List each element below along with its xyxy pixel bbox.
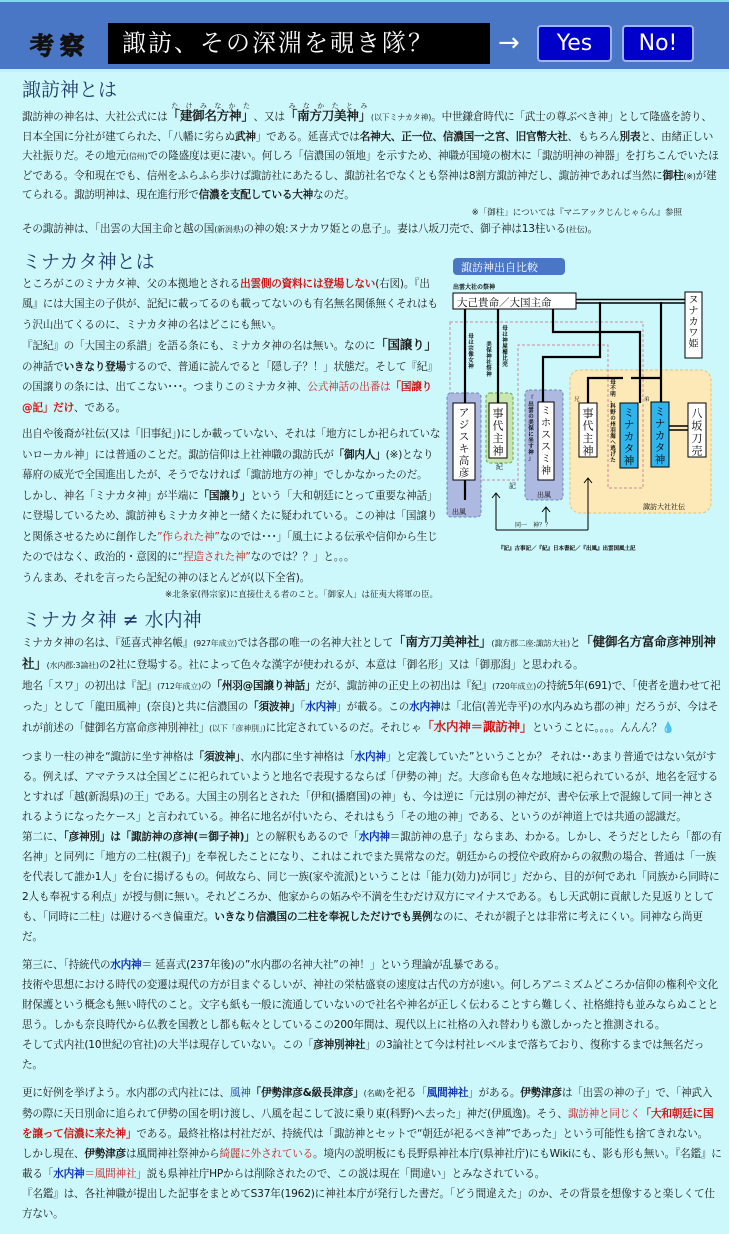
younger-label: 弟 <box>644 396 650 403</box>
emphasis-text: (名蔵) <box>363 1089 386 1099</box>
emphasis-text: (927年成立) <box>193 639 238 649</box>
emphasis-text: 武神 <box>234 130 256 143</box>
paragraph <box>22 220 722 240</box>
text-run: 出自や後裔が社伝(又は「旧事紀」)にしか載っていない、それは「地方にしか祀られていないローカル神」には普通のことだ。諏訪信仰は上社神職の諏訪氏が <box>22 428 441 461</box>
emphasis-text: 「大和朝廷に国を譲って信濃に来た神」 <box>22 1108 714 1141</box>
emphasis-text: 風間神社 <box>426 1087 469 1100</box>
emphasis-text: 彦神別神社 <box>313 1039 366 1052</box>
text-run: は「北信(善光寺平)の水内みぬち郡の神」だろうが、今はそれが前述の「健御名方富命彦神別神社」 <box>22 701 719 735</box>
text-run: ＝諏訪神の息子」ならまあ、わかる。しかし、そうだとしたら「都の有名神」と同列に「地方の二柱(親子)」を奉祝したことになり、これはこれでまた異常なのだ。朝廷からの授位や政府からの叙勲の場合、普通は「一族を代表して誰か1人」を台に揚げるもの。何故なら、同じ一族(家や流派)ということは「能力(効力)が同じ」だから、目的が何であれ「同族から同時に2人も奉祝する利点」が授与側に無い。それどころか、他家からの妬みや不満を生むだけ双方にマイナスである。もし天武朝に貢献した見返りとしても、「同時に二柱」は避けるべき偏重だ。 <box>22 831 722 924</box>
text-run: (右図)。『出風』には大国主の子供が、記紀に載ってるのも載ってないのも有名無名関係無くそれはもう沢山出てくるのに、ミナカタ神の名はどこにも無い。 <box>22 277 438 331</box>
paragraph <box>22 568 442 589</box>
text-run: するので、普通に読んでると「隠し子？！」状態だ。そして『紀』の国譲りの条には、出てこない･･･。つまりこのミナカタ神、 <box>22 360 438 394</box>
emphasis-text: 「国譲り」 <box>198 489 251 502</box>
text-run: 『名鑑』は、各社神職が提出した記事をまとめてS37年(1962)に神社本庁が発行した書だ。「どう間違えた」のか、その背景を想像すると楽しくて仕方ない。 <box>22 1188 715 1221</box>
text-run: しかし、神名「ミナカタ神」が半端に <box>22 489 199 502</box>
section-title: ミナカタ神 ≠ 水内神 <box>22 609 202 632</box>
emphasis-text: (社伝) <box>565 224 588 234</box>
text-run: 「 <box>300 701 306 714</box>
emphasis-text: 出雲側の資料には登場しない <box>240 277 376 290</box>
text-run: 地名「スワ」の初出は『記』 <box>22 680 158 693</box>
kotoshiro-ki-name: 事代主神 <box>492 406 504 458</box>
emphasis-text: 「伊勢津彦&級長津彦」 <box>250 1087 364 1100</box>
emphasis-text: ＝風間神社 <box>84 1168 137 1181</box>
footnote: ※「御柱」については『マニアックじんじゃらん』参照 <box>471 207 682 218</box>
text-run: 」がある。 <box>468 1087 521 1100</box>
paragraph <box>22 1035 722 1075</box>
text-run: 諏訪神の神名は、大社公式には <box>22 111 168 123</box>
lineage-diagram <box>443 250 727 560</box>
emphasis-text: (信州) <box>125 152 148 162</box>
sweat-drop-icon: 💧 <box>661 722 675 735</box>
diagram-title: 諏訪神出自比較 <box>461 260 538 274</box>
paragraph <box>22 975 722 1035</box>
text-run: ミナカタ神の名は、『延喜式神名帳』 <box>22 637 194 650</box>
text-run: は「出雲の神の子」で、「神武入勢の際に天日別命に追られて伊勢の国を明け渡し、八風を起こして波に乗り東(科野)へ去った」神だ(伊風逸)。そう、 <box>22 1087 713 1121</box>
text-run: だが、諏訪神の正史上の初出は『紀』 <box>315 680 493 693</box>
paragraph <box>22 632 722 676</box>
emphasis-text: ”作られた神” <box>157 530 220 543</box>
emphasis-text: 「彦神別」は「諏訪神の彦神(＝御子神)」 <box>63 831 255 844</box>
paragraph <box>22 747 722 827</box>
paragraph <box>22 102 722 206</box>
emphasis-text: いきなり信濃国の二柱を奉祝しただけでも異例 <box>214 911 433 924</box>
section-minakata <box>22 250 442 603</box>
text-run: しかし現在、 <box>22 1148 85 1161</box>
emphasis-text: 別表 <box>619 130 641 143</box>
emphasis-text: 「州羽@国譲り神話」 <box>211 680 316 693</box>
text-run: なのに、それが親子とは非常に考えにくい。同神なら尚更だ。 <box>22 911 703 944</box>
label-shaden: 諏訪大社社伝 <box>643 502 685 511</box>
emphasis-text: 「須波神」 <box>248 701 301 714</box>
arrow-right-icon: → <box>498 28 520 58</box>
emphasis-text: 水内神 <box>53 1168 85 1181</box>
text-run: という「大和朝廷にとって重要な神話」に登場しているため、諏訪神もミナカタ神と一緒くたに疑われている。この神は「国譲りと関係させるために創作した <box>22 489 438 543</box>
text-run: の神話で <box>22 360 64 373</box>
text-run: つまり一柱の神を“諏訪に坐す神格は <box>22 751 194 764</box>
text-run: なのでは？？」と。。。 <box>250 551 355 564</box>
elder-label: 兄 <box>574 396 580 403</box>
ruby-reading: みなかたとみ <box>284 102 371 110</box>
text-run: 、もちろん <box>567 130 620 143</box>
emphasis-text: 水内神 <box>358 831 390 844</box>
article <box>0 72 729 1234</box>
label-fudoki-1: 出風 <box>452 507 466 516</box>
section-label: 考察 <box>30 31 90 60</box>
no-button[interactable]: No! <box>622 25 694 62</box>
emphasis-text: 信濃を支配している大神 <box>198 189 314 202</box>
text-run: 第二に、 <box>22 831 64 844</box>
emphasis-text: 伊勢津彦 <box>520 1087 562 1100</box>
text-run: 」が載る。この <box>336 701 410 714</box>
text-run: うんまあ、それを言ったら記紀の神のほとんどが(以下全省)。 <box>22 571 311 584</box>
page-title: 諏訪、その深淵を覗き隊？ <box>108 23 490 64</box>
text-run: と <box>569 637 581 650</box>
text-run: 第三に、「持統代の <box>22 959 111 972</box>
ruby-base: 「南方刀美神」 <box>284 108 371 123</box>
emphasis-text: (※) <box>683 171 696 181</box>
text-run: 。 <box>587 222 598 235</box>
paragraph <box>22 676 722 739</box>
emphasis-text: 公式神話の出番は <box>307 381 391 394</box>
section-minakata-not-minochi <box>22 608 722 1224</box>
emphasis-text: 名神大、正一位、信濃国一之宮、旧官幣大社 <box>359 130 568 143</box>
emphasis-text: 水内神 <box>110 959 142 972</box>
note-kotoshiro-shrine: 美保神社祭神 <box>486 341 492 378</box>
emphasis-text: 「国譲り@記」だけ <box>22 381 433 414</box>
emphasis-text: 「須波神」 <box>193 751 241 764</box>
father-name: 大己貴命／大国主命 <box>457 296 552 309</box>
emphasis-text: 風神 <box>229 1087 251 1100</box>
emphasis-text: “捏造された神” <box>177 551 251 564</box>
emphasis-text: 「国譲り」 <box>375 337 437 353</box>
minakata-ki-name: ミナカタ神 <box>623 406 635 467</box>
note-mihosusumi: 「出雲の美保に坐す神」 <box>528 395 534 462</box>
text-run: は風間神社祭神から <box>125 1148 220 1161</box>
text-run: の持統5年(691)で、「使者を遣わせて祀った」として「龍田風神」(奈良)と共に信濃国の <box>22 680 721 714</box>
ruby-reading: たけみなかた <box>167 102 254 110</box>
emphasis-text: 「御内人」 <box>333 448 386 461</box>
label-fudoki-2: 出風 <box>537 490 551 499</box>
paragraph <box>22 424 442 486</box>
paragraph <box>22 1144 722 1184</box>
text-run: 」と定義していた”ということか？ それは･･あまり普通ではない気がする。例えば、アマテラスは全国どこに祀られていようと地名で表現するならば「伊勢の神」だ。大彦命も色々な地域に祀られているが、地名を冠するとすれば「越(新潟県)の王」である。大国主の別名とされた「伊和(播磨国)の神」も、今は逆に「元は別の神だが、書や伝承上で混線して同一神とされるようになったケース」と言われている。神名に地名が付いたら、それはもう「その地の神」である、というのが神道上では共通の認識だ。 <box>22 751 719 824</box>
ajisuki-name: アジスキ高彦 <box>458 406 470 479</box>
text-run: 、水内郡に坐す神格は「 <box>240 751 355 764</box>
text-run: 技術や思想における時代の変遷は現代の方が目まぐるしいが、神社の栄枯盛衰の速度は古代の方が速い。何しろアニミズムどころか信仰の権利や文化財保護という概念も無い時代のこと。文字も紙も一般に流通していないので社名や神名が正しく伝わることすら難しく、社格維持も並みならぬことと思う。しかも奈良時代から仏教を国教とし都も転々としているこの200年間は、現代以上に社格の入れ替わりも激しかったと推測される。 <box>22 979 719 1032</box>
text-run: 、又は <box>253 111 285 123</box>
emphasis-text: 「南方刀美神社」 <box>393 634 492 650</box>
note-kotoshiro-mother: 母は神屋楯比売 <box>502 325 508 368</box>
yes-button[interactable]: Yes <box>537 25 612 62</box>
text-run: 。中世鎌倉時代に「武士の尊ぶべき神」として隆盛を誇り、日本全国に分社が建てられた、「八幡に劣らぬ <box>22 111 712 143</box>
text-run: では各郡の唯一の名神大社として <box>237 637 394 650</box>
paragraph <box>22 486 442 568</box>
section-suwa-god <box>22 78 722 240</box>
header-bar <box>0 0 729 72</box>
paragraph <box>22 1184 722 1224</box>
yasaka-name: 八坂刀売 <box>691 406 703 458</box>
emphasis-text: 水内神 <box>354 751 386 764</box>
text-run: の <box>201 680 212 693</box>
paragraph <box>22 827 722 947</box>
note-minakata: 母不明、科野の州羽海へ逃げた <box>610 379 616 464</box>
diagram-legend: 『記』古事記／『紀』日本書紀／『出風』出雲国風土記 <box>498 545 636 552</box>
emphasis-text: (以下ミナカタ神) <box>370 113 432 122</box>
label-kojiki: 記 <box>509 481 516 490</box>
emphasis-text: (諏方郡二座:諏訪大社) <box>491 639 570 649</box>
text-run: と、由緒正しい大社振りだ。その地元 <box>22 130 714 163</box>
ruby-base: 「建御名方神」 <box>167 108 254 123</box>
emphasis-text: (新潟県) <box>214 224 244 234</box>
mihosusumi-name: ミホススミ神 <box>541 405 551 477</box>
text-run: ＝ 延喜式(237年後)の”水内郡の名神大社”の神！」という理論が乱暴である。 <box>141 959 505 972</box>
same-god-label: 同一 神？？ <box>515 521 552 529</box>
text-run: なのだ。 <box>313 189 355 202</box>
text-run: 、である。 <box>73 401 126 414</box>
minakata-shaden-name: ミナカタ神 <box>654 405 666 466</box>
text-run: に比定されているのだ。それじゃ <box>265 722 422 735</box>
izumo-label: 出雲大社の祭神 <box>453 283 496 291</box>
section-title: ミナカタ神とは <box>22 250 155 273</box>
text-run: 更に好例を挙げよう。水内郡の式内社には、 <box>22 1087 230 1100</box>
text-run: の2社に登場する。社によって色々な漢字が使われるが、本意は「御名形」又は「御那潟」と思われる。 <box>98 659 584 672</box>
text-run: での隆盛度は更に凄い。何しろ「信濃国の領地」を示すため、神職が国境の樹木に「諏訪明神の神器」を打ちこんでいたほどである。令和現在でも、信州をふらふら歩けば諏訪社にあたるし、諏訪社名でなくとも祭神は8割方諏訪神だし、諏訪神であれば当然に <box>22 150 719 182</box>
label-nihongi: 紀 <box>496 462 503 471</box>
emphasis-text: 「健御名方富命彦神別神社」 <box>22 634 716 672</box>
text-run: を祀る「 <box>385 1087 427 1100</box>
paragraph <box>22 335 442 418</box>
section-minakata-row <box>22 250 722 603</box>
text-run: 『記紀』の「大国主の系譜」を語る条にも、ミナカタ神の名は無い。なのに <box>22 340 376 353</box>
emphasis-text: 「水内神＝諏訪神」 <box>421 719 533 735</box>
emphasis-text: 御柱 <box>662 169 684 182</box>
text-run: ということに。。。。んんん？ <box>532 722 662 735</box>
text-run: が建てられる。諏訪明神は、現在進行形で <box>22 169 717 202</box>
emphasis-text: いきなり登場 <box>63 360 126 373</box>
emphasis-text: 綺麗に外されている <box>219 1148 314 1161</box>
footnote: ※北条家(得宗家)に直接仕える者のこと。「御家人」は征夷大将軍の臣。 <box>164 590 438 601</box>
emphasis-text: (720年成立) <box>492 682 537 692</box>
emphasis-text: 伊勢津彦 <box>84 1148 126 1161</box>
text-run: 」である。延喜式では <box>255 130 360 143</box>
emphasis-text <box>167 102 254 123</box>
note-ajisuki: 母は宗像女神 <box>468 333 474 370</box>
mother-name: ヌナカワ姫 <box>688 294 699 350</box>
emphasis-text: (712年成立) <box>157 682 202 692</box>
text-run: なのでは･･･」「風土による伝承や信仰から生じたのではなく、政治的・意図的に <box>22 530 438 564</box>
section-title: 諏訪神とは <box>22 79 118 101</box>
text-run: 」説も県神社庁HPからは削除されたので、この説は現在「間違い」とみなされている。 <box>136 1168 546 1181</box>
emphasis-text: 諏訪神と同じく <box>567 1108 641 1121</box>
emphasis-text: (水内郡:3論社) <box>46 661 99 671</box>
text-run: (※)となり幕府の威光で全国進出したが、そうでなければ「諏訪地方の神」でしかなかったのだ。 <box>22 448 434 482</box>
text-run: 。境内の説明板にも長野県神社本庁(県神社庁)にもWikiにも、影も形も無い。『名鑑』に載る「 <box>22 1148 722 1181</box>
paragraph <box>22 274 442 336</box>
text-run: そして式内社(10世紀の官社)の大半は現存していない。この「 <box>22 1039 314 1052</box>
emphasis-text <box>284 102 371 123</box>
text-run: 」の3論社とて今は村社レベルまで落ちており、復称するまでは無名だった。 <box>22 1039 705 1072</box>
emphasis-text: (以下「彦神別」) <box>209 724 266 734</box>
paragraph <box>22 955 722 975</box>
text-run: ところがこのミナカタ神、父の本拠地とされる <box>22 277 241 290</box>
kotoshiro-shaden-name: 事代主神 <box>582 406 594 458</box>
text-run: との解釈もあるので「 <box>254 831 359 844</box>
paragraph <box>22 1083 722 1144</box>
emphasis-text: 水内神 <box>305 701 337 714</box>
emphasis-text: 水内神 <box>409 701 441 714</box>
text-run: である。最終社格は村社だが、持統代は「諏訪神とセットで“朝廷が祀るべき神”であった」という可能性も捨てきれない。 <box>136 1128 709 1141</box>
text-run: の神の娘:ヌナカワ姫との息子」。妻は八坂刀売で、御子神は13柱いる <box>243 222 566 235</box>
text-run: その諏訪神は、「出雲の大国主命と越の国 <box>22 222 215 235</box>
